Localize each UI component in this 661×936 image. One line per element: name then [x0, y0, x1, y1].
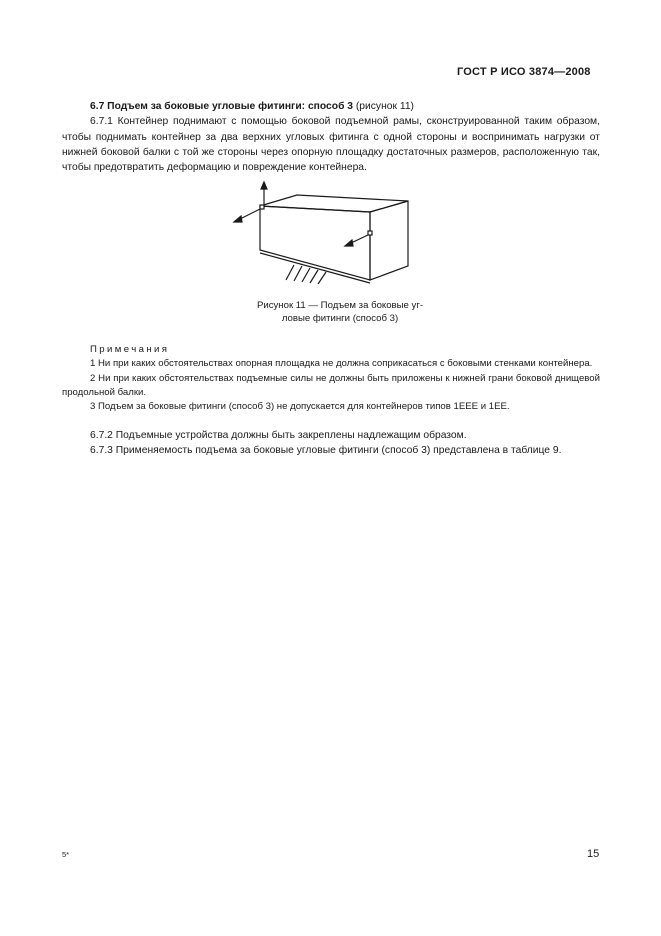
container-side-face [370, 201, 408, 280]
paragraph-6-7-2: 6.7.2 Подъемные устройства должны быть закреплены надлежащим образом. [90, 430, 467, 441]
section-heading-figure-ref: (рисунок 11) [353, 101, 414, 112]
page-number: 15 [587, 848, 600, 860]
lift-arrow-right-corner-head [345, 240, 353, 246]
notes-block [62, 343, 600, 414]
bottom-side-rail [260, 253, 370, 283]
section-heading [62, 99, 600, 114]
note-1: 1 Ни при каких обстоятельствах опорная площадка не должна соприкасаться с боковыми стенками контейнера. [90, 358, 593, 370]
section-heading-title: 6.7 Подъем за боковые угловые фитинги: способ 3 [90, 101, 354, 112]
subsection-6-7-2-3 [62, 428, 600, 459]
footer-mark: 5* [62, 850, 70, 859]
paragraph-6-7-3: 6.7.3 Применяемость подъема за боковые угловые фитинги (способ 3) представлена в таблице 9. [90, 445, 562, 457]
figure-caption-line-1: Рисунок 11 — Подъем за боковые уг- [256, 300, 424, 311]
corner-fitting-left [260, 205, 264, 209]
note-3: 3 Подъем за боковые фитинги (способ 3) не допускается для контейнеров типов 1ЕЕЕ и 1ЕЕ. [90, 401, 510, 413]
section-6-7 [62, 99, 600, 175]
figure-caption-line-2: ловые фитинги (способ 3) [281, 313, 399, 324]
support-arrow-3 [302, 268, 310, 282]
container-lifting-diagram [228, 180, 418, 285]
figure-11 [228, 180, 418, 285]
notes-title: Примечания [90, 344, 170, 355]
figure-caption [240, 299, 440, 325]
lift-arrow-up-head [261, 182, 267, 189]
note-2: 2 Ни при каких обстоятельствах подъемные силы не должны быть приложены к нижней грани боковой днищевой продольной балки. [62, 372, 600, 398]
support-arrow-2 [294, 266, 302, 281]
document-code: ГОСТ Р ИСО 3874—2008 [457, 66, 591, 78]
support-arrow-1 [286, 265, 294, 280]
paragraph-6-7-1: 6.7.1 Контейнер поднимают с помощью боковой подъемной рамы, сконструированной таким образом, чтобы поднимать контейнер за два верхних угловых фитинга с одной стороны и воспринимать нагрузки от нижней боковой балки с той же стороны через опорную площадку достаточных размеров, расположенную так, чтобы предотвратить деформацию и повреждение контейнера. [62, 116, 600, 174]
lift-arrow-left-head [234, 216, 242, 222]
container-front-face [260, 206, 370, 280]
support-arrow-5 [318, 272, 326, 284]
support-arrow-4 [310, 270, 318, 283]
corner-fitting-right [368, 231, 372, 235]
